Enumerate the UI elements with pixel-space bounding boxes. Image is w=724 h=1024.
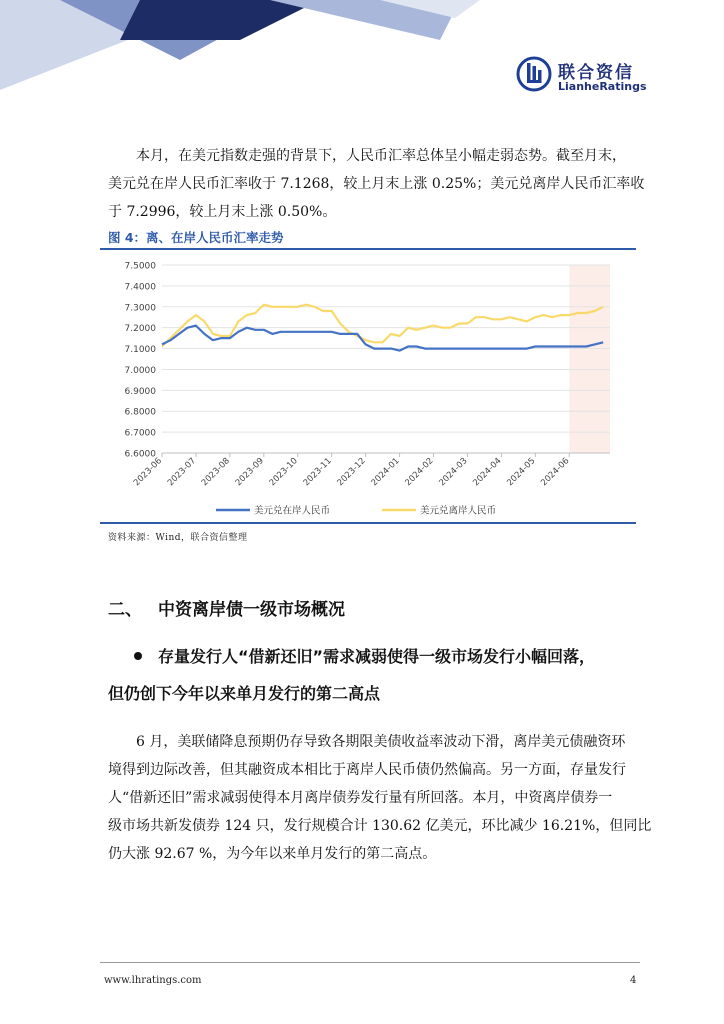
- paragraph-line: 级市场共新发债券 124 只，发行规模合计 130.62 亿美元，环比减少 16.21%，但同比: [108, 818, 652, 834]
- y-tick-label: 6.8000: [124, 407, 156, 418]
- footer-rule: [100, 962, 640, 963]
- paragraph-line: 于 7.2996，较上月末上涨 0.50%。: [108, 204, 337, 220]
- chart-gridlines: [162, 265, 610, 453]
- exchange-rate-chart: [100, 252, 636, 522]
- y-axis-ticks: [125, 262, 157, 460]
- legend-label: 美元兑离岸人民币: [420, 505, 497, 517]
- subsection-heading-line2: 但仍创下今年以来单月发行的第二高点: [108, 684, 381, 703]
- offshore-cny-line: [162, 305, 603, 347]
- subsection-text: 存量发行人“借新还旧”需求减弱使得一级市场发行小幅回落，: [158, 647, 596, 666]
- figure-top-rule: [100, 248, 636, 250]
- y-tick-label: 7.2000: [124, 324, 156, 335]
- onshore-cny-line: [162, 326, 603, 351]
- paragraph-line: 境得到边际改善，但其融资成本相比于离岸人民币债仍然偏高。另一方面，存量发行: [108, 762, 626, 778]
- y-tick-label: 6.7000: [124, 428, 156, 439]
- paragraph-line: 本月，在美元指数走强的背景下，人民币汇率总体呈小幅走弱态势。截至月末，: [136, 148, 626, 164]
- figure-title: 图 4：离、在岸人民币汇率走势: [108, 230, 284, 245]
- paragraph-primary-market: [108, 728, 652, 868]
- y-tick-label: 6.9000: [124, 386, 156, 397]
- figure-bottom-rule: [100, 522, 636, 524]
- x-tick-label: 2023-08: [199, 456, 233, 489]
- y-tick-label: 7.4000: [124, 282, 156, 293]
- paragraph-line: 人“借新还旧”需求减弱使得本月离岸债券发行量有所回落。本月，中资离岸债券一: [108, 790, 613, 806]
- section-title: 中资离岸债一级市场概况: [158, 600, 345, 620]
- figure-source: 资料来源：Wind，联合资信整理: [108, 533, 248, 543]
- paragraph-exchange-rate: [108, 142, 645, 226]
- y-tick-label: 6.6000: [124, 449, 156, 460]
- x-tick-label: 2024-03: [437, 456, 470, 489]
- brand-logo: [516, 56, 646, 100]
- x-tick-label: 2024-04: [471, 456, 504, 489]
- x-tick-label: 2023-09: [233, 456, 266, 489]
- x-tick-label: 2023-11: [301, 456, 334, 489]
- x-axis-ticks: [132, 453, 571, 488]
- x-tick-label: 2024-05: [505, 456, 538, 489]
- page-number: 4: [630, 975, 637, 986]
- paragraph-line: 6 月，美联储降息预期仍存导致各期限美债收益率波动下滑，离岸美元债融资环: [136, 734, 626, 750]
- subsection-heading-line1: [108, 644, 595, 667]
- x-tick-label: 2024-01: [369, 456, 402, 489]
- june-highlight-band: [569, 265, 610, 453]
- section-number: 二、: [108, 600, 142, 620]
- x-tick-label: 2023-12: [335, 456, 368, 489]
- paragraph-line: 仍大涨 92.67 %，为今年以来单月发行的第二高点。: [108, 846, 437, 862]
- logo-name-en: LianheRatings: [558, 80, 647, 93]
- y-tick-label: 7.3000: [124, 303, 156, 314]
- bullet-icon: [134, 652, 142, 660]
- y-tick-label: 7.1000: [124, 345, 156, 356]
- x-tick-label: 2024-06: [539, 456, 572, 489]
- section-heading: [108, 595, 345, 620]
- logo-name-cn: 联合资信: [558, 63, 634, 83]
- x-tick-label: 2023-06: [131, 456, 165, 489]
- footer-website-link[interactable]: www.lhratings.com: [104, 975, 202, 986]
- y-tick-label: 7.5000: [124, 261, 156, 272]
- x-tick-label: 2024-02: [403, 456, 436, 489]
- legend-label: 美元兑在岸人民币: [254, 505, 331, 517]
- x-tick-label: 2023-07: [165, 456, 199, 489]
- logo-mark-icon: [516, 56, 552, 92]
- chart-legend: [216, 505, 496, 517]
- paragraph-line: 美元兑在岸人民币汇率收于 7.1268，较上月末上涨 0.25%；美元兑离岸人民币汇率收: [108, 176, 645, 192]
- x-tick-label: 2023-10: [267, 456, 300, 489]
- y-tick-label: 7.0000: [124, 365, 156, 376]
